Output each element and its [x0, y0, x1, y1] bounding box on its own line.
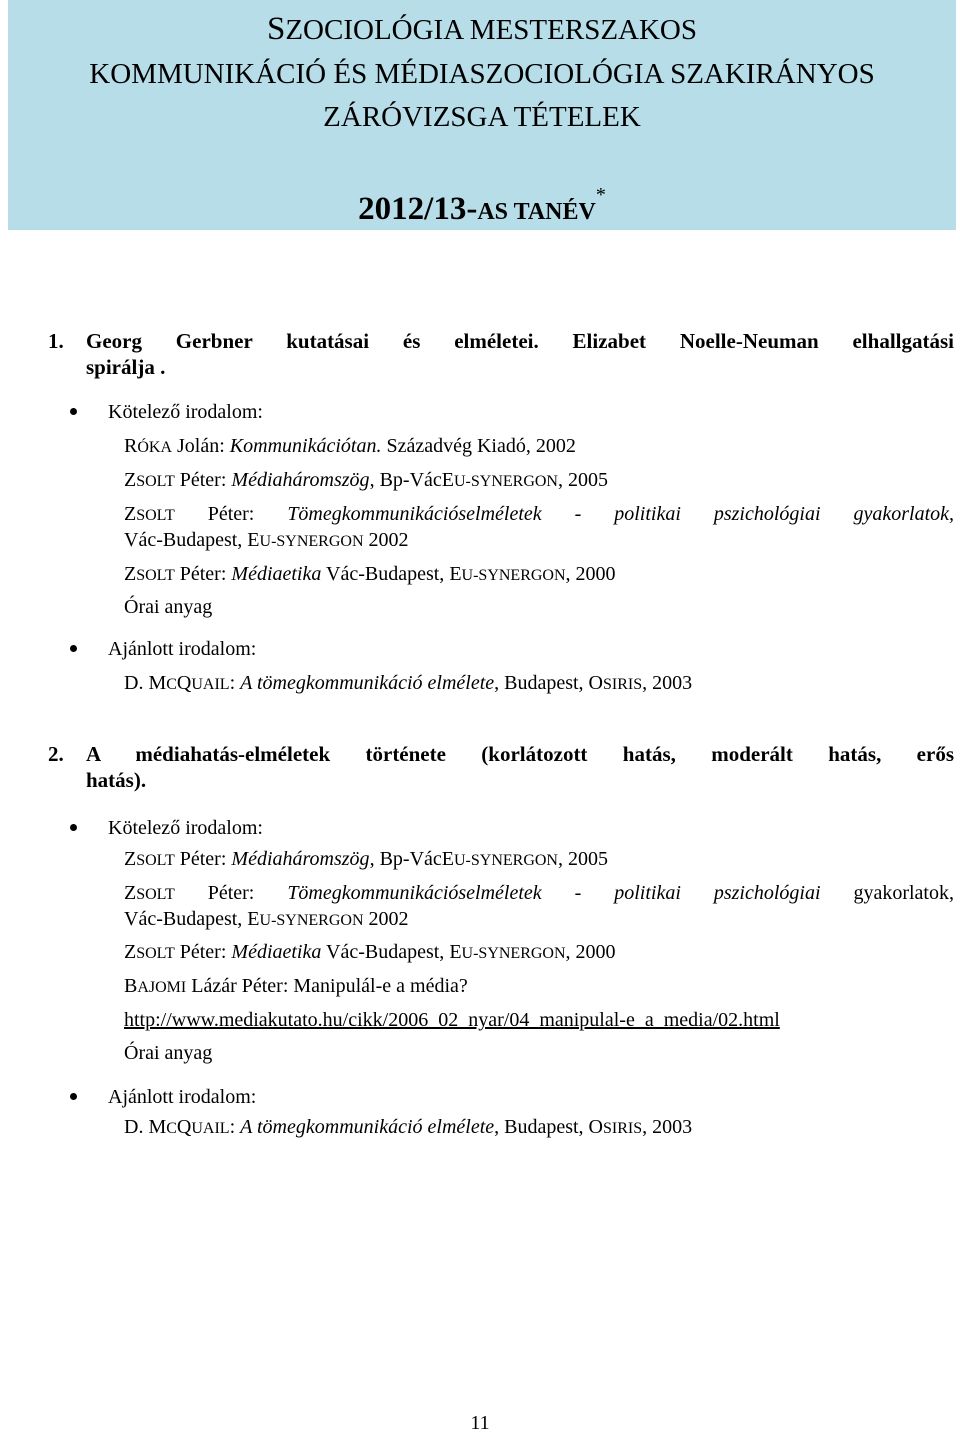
title-banner — [8, 0, 956, 230]
topic-2-number: 2. — [48, 742, 64, 766]
required-reading-label: Kötelező irodalom: — [108, 401, 263, 423]
class-material: Órai anyag — [124, 596, 213, 618]
topic-2-title-cont: hatás). — [86, 768, 147, 792]
footnote-mark: * — [595, 184, 606, 206]
recommended-reading-label: Ajánlott irodalom: — [108, 638, 257, 660]
reference-item: BAJOMI Lázár Péter: Manipulál-e a média? — [124, 975, 468, 997]
bullet-icon — [70, 1093, 77, 1100]
reference-link[interactable] — [124, 1007, 780, 1033]
topic-1-title: Georg Gerbner kutatásai és elméletei. Elizabet Noelle-Neuman elhallgatási — [86, 329, 954, 353]
recommended-item: D. MCQUAIL: A tömegkommunikáció elmélete, Budapest, OSIRIS, 2003 — [124, 1116, 693, 1138]
topic-1-title-cont: spirálja . — [86, 355, 166, 379]
topic-1-number: 1. — [48, 329, 64, 353]
recommended-item: D. MCQUAIL: A tömegkommunikáció elmélete, Budapest, OSIRIS, 2003 — [124, 672, 693, 694]
reference-item-cont: Vác-Budapest, EU-SYNERGON 2002 — [124, 529, 409, 551]
bullet-icon — [70, 408, 77, 415]
required-reading-label: Kötelező irodalom: — [108, 817, 263, 839]
bullet-icon — [70, 645, 77, 652]
title-line-3: ZÁRÓVIZSGA TÉTELEK — [323, 101, 641, 133]
reference-item-cont: Vác-Budapest, EU-SYNERGON 2002 — [124, 908, 409, 930]
recommended-reading-label: Ajánlott irodalom: — [108, 1086, 257, 1108]
reference-item: ZSOLT Péter: Tömegkommunikációselméletek - politikai pszichológiai gyakorlatok, — [124, 503, 954, 525]
reference-item: ZSOLT Péter: Médiaetika Vác-Budapest, EU-SYNERGON, 2000 — [124, 563, 616, 585]
reference-item: ZSOLT Péter: Tömegkommunikációselméletek - politikai pszichológiai gyakorlatok, — [124, 882, 954, 904]
page-number: 11 — [470, 1412, 490, 1434]
class-material: Órai anyag — [124, 1042, 213, 1064]
reference-item: ZSOLT Péter: Médiaháromszög, Bp-VácEU-SYNERGON, 2005 — [124, 848, 608, 870]
reference-item: ZSOLT Péter: Médiaháromszög, Bp-VácEU-SYNERGON, 2005 — [124, 469, 608, 491]
reference-item: RÓKA Jolán: Kommunikációtan. Századvég Kiadó, 2002 — [124, 435, 576, 457]
mediakutato-link[interactable]: http://www.mediakutato.hu/cikk/2006_02_nyar/04_manipulal-e_a_media/02.html — [124, 1009, 780, 1031]
bullet-icon — [70, 824, 77, 831]
topic-2-title: A médiahatás-elméletek története (korlátozott hatás, moderált hatás, erős — [86, 742, 954, 766]
title-line-2: KOMMUNIKÁCIÓ ÉS MÉDIASZOCIOLÓGIA SZAKIRÁNYOS — [89, 58, 875, 90]
reference-item: ZSOLT Péter: Médiaetika Vác-Budapest, EU-SYNERGON, 2000 — [124, 941, 616, 963]
title-line-1: SZOCIOLÓGIA MESTERSZAKOS — [266, 11, 697, 47]
school-year: 2012/13-AS TANÉV* — [358, 184, 606, 227]
